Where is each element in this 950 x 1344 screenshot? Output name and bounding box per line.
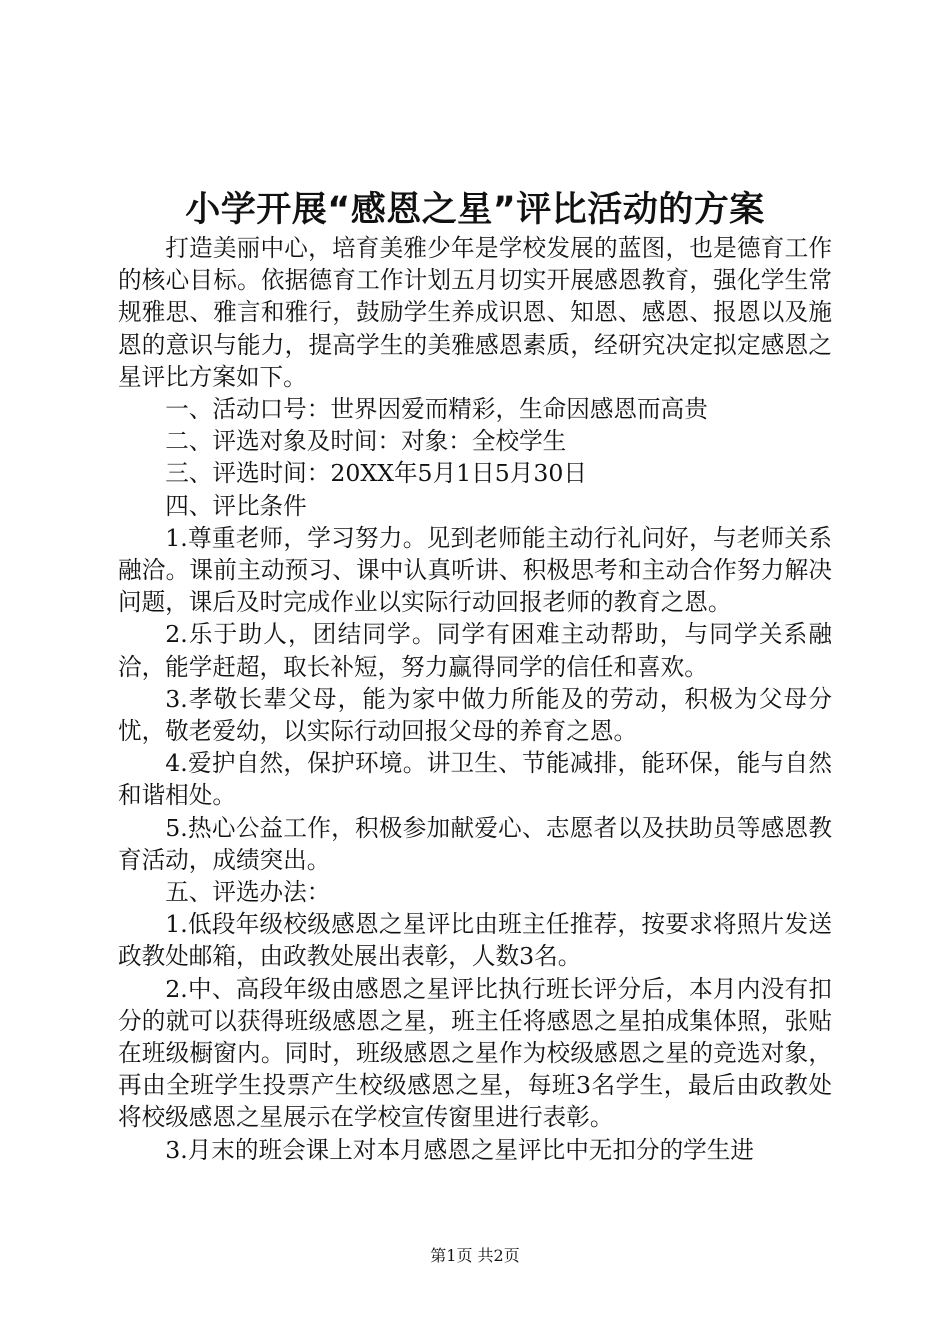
document-body [118,232,832,1166]
condition-item: 2.乐于助人，团结同学。同学有困难主动帮助，与同学关系融洽，能学赶超，取长补短，努力赢得同学的信任和喜欢。 [118,620,832,681]
method-item: 3.月末的班会课上对本月感恩之星评比中无扣分的学生进 [165,1135,754,1164]
paragraph-slogan: 一、活动口号：世界因爱而精彩，生命因感恩而高贵 [165,395,708,424]
method-item: 1.低段年级校级感恩之星评比由班主任推荐，按要求将照片发送政教处邮箱，由政教处展出表彰，人数3名。 [118,910,832,971]
condition-item: 5.热心公益工作，积极参加献爱心、志愿者以及扶助员等感恩教育活动，成绩突出。 [118,813,832,874]
paragraph-target: 二、评选对象及时间：对象：全校学生 [165,427,567,456]
condition-item: 1.尊重老师，学习努力。见到老师能主动行礼问好，与老师关系融洽。课前主动预习、课中认真听讲、积极思考和主动合作努力解决问题，课后及时完成作业以实际行动回报老师的教育之恩。 [118,523,832,617]
condition-item: 4.爱护自然，保护环境。讲卫生、节能减排，能环保，能与自然和谐相处。 [118,749,832,810]
condition-item: 3.孝敬长辈父母，能为家中做力所能及的劳动，积极为父母分忧，敬老爱幼，以实际行动回报父母的养育之恩。 [118,684,832,746]
paragraph-time: 三、评选时间：20XX年5月1日5月30日 [165,459,587,488]
section-heading-methods: 五、评选办法： [165,878,331,907]
paragraph-intro: 打造美丽中心，培育美雅少年是学校发展的蓝图，也是德育工作的核心目标。依据德育工作计划五月切实开展感恩教育，强化学生常规雅思、雅言和雅行，鼓励学生养成识恩、知恩、感恩、报恩以及施恩的意识与能力，提高学生的美雅感恩素质，经研究决定拟定感恩之星评比方案如下。 [118,234,832,391]
document-title: 小学开展“感恩之星”评比活动的方案 [185,190,765,230]
page-footer: 第1页 共2页 [430,1246,520,1265]
section-heading-conditions: 四、评比条件 [165,491,307,520]
method-item: 2.中、高段年级由感恩之星评比执行班长评分后，本月内没有扣分的就可以获得班级感恩之星，班主任将感恩之星拍成集体照，张贴在班级橱窗内。同时，班级感恩之星作为校级感恩之星的竞选对象，再由全班学生投票产生校级感恩之星，每班3名学生，最后由政教处将校级感恩之星展示在学校宣传窗里进行表彰。 [118,974,832,1132]
